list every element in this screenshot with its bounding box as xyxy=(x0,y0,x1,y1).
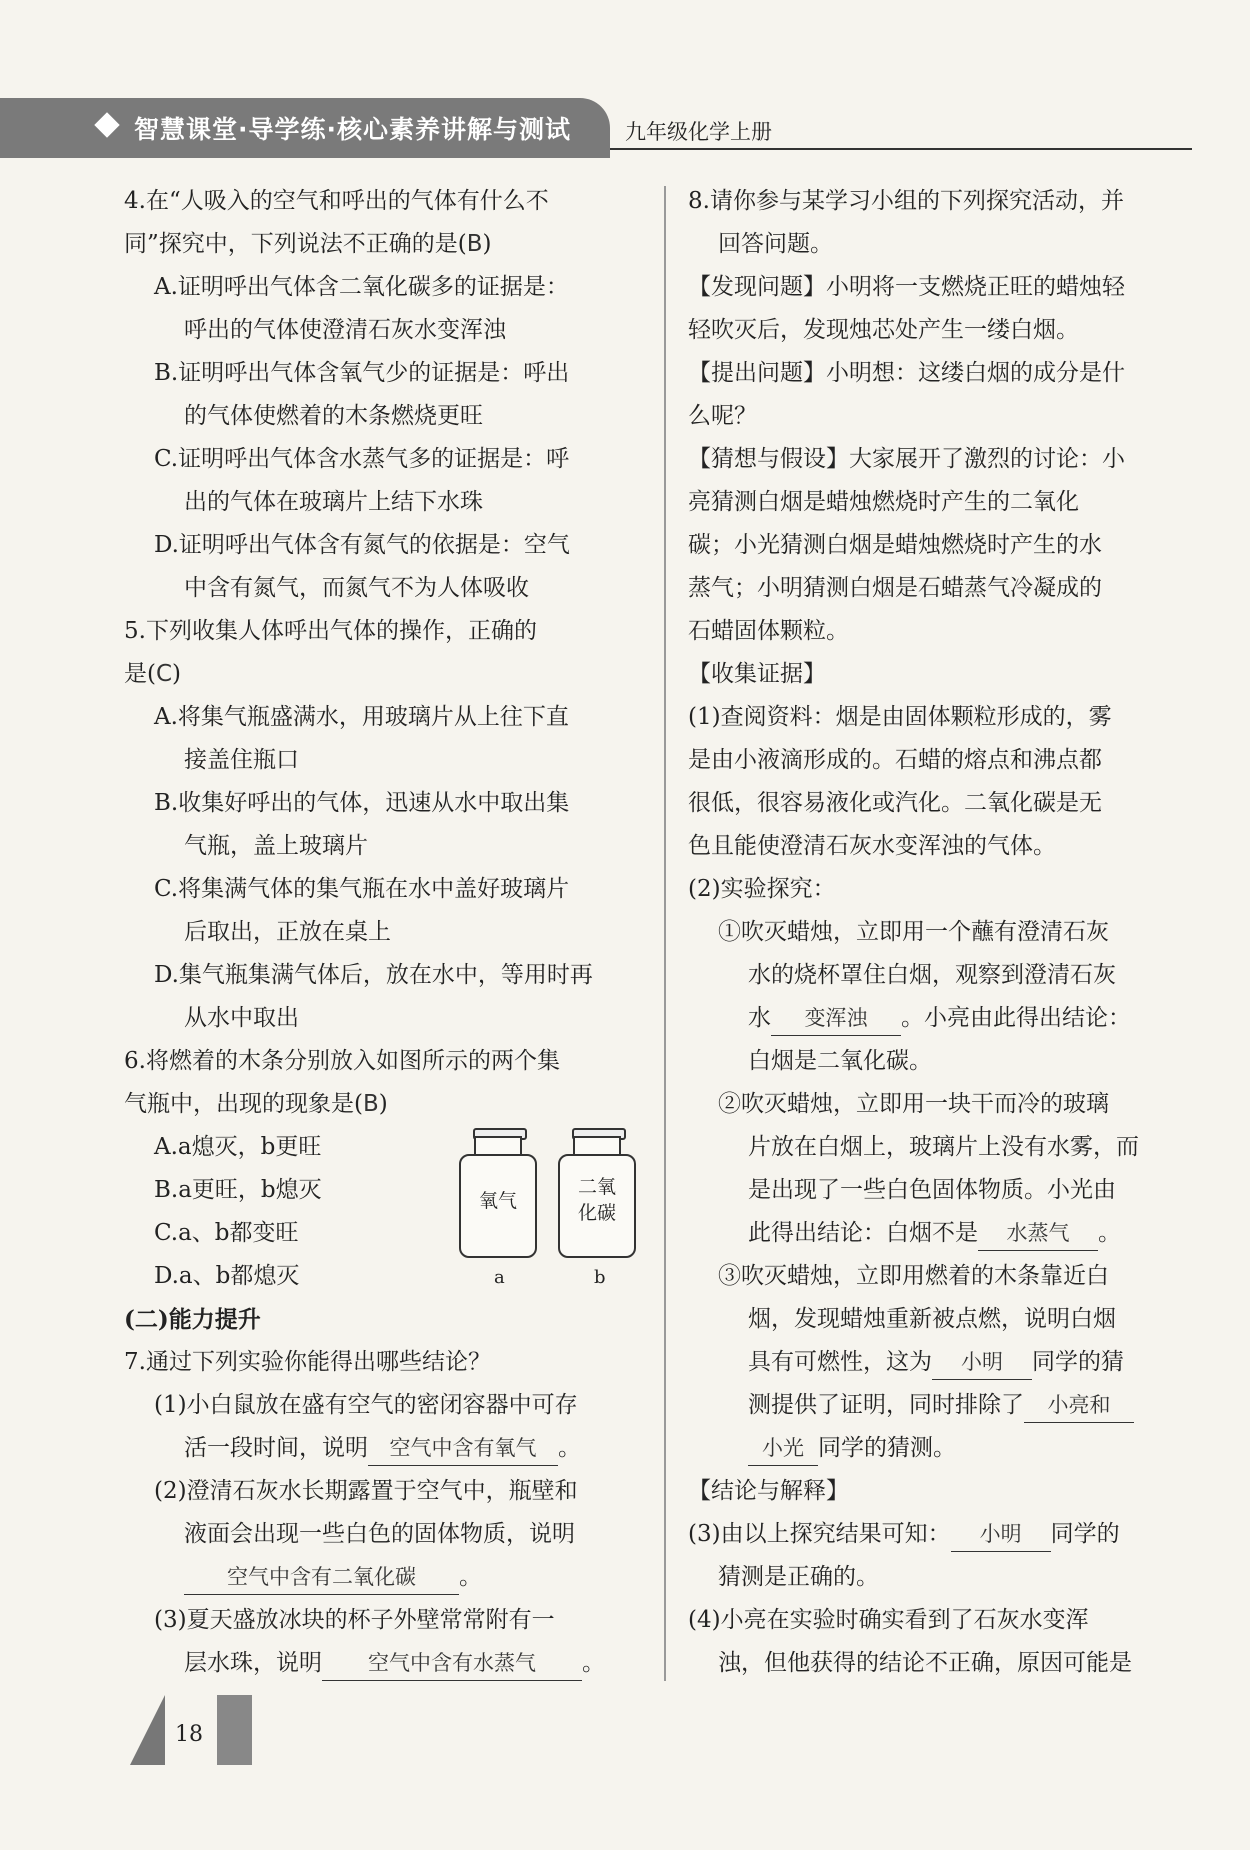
section-heading: (二)能力提升 xyxy=(124,1306,261,1333)
q7-p2-answer-line: 空气中含有二氧化碳 。 xyxy=(124,1556,644,1599)
q6-stem: 6.将燃着的木条分别放入如图所示的两个集 xyxy=(124,1048,560,1074)
experiment-2: ②吹灭蜡烛，立即用一块干而冷的玻璃 xyxy=(718,1091,1109,1117)
evidence-1-cont-3: 色且能使澄清石灰水变浑浊的气体。 xyxy=(688,833,1056,859)
conclusion-3: (3)由以上探究结果可知： 小明 同学的 xyxy=(688,1513,1198,1556)
experiment-2-cont-3: 此得出结论：白烟不是 水蒸气 。 xyxy=(688,1212,1198,1255)
evidence-1: (1)查阅资料：烟是由固体颗粒形成的，雾 xyxy=(688,704,1112,730)
page-number: 18 xyxy=(175,1722,203,1747)
hypothesis: 【猜想与假设】大家展开了激烈的讨论：小 xyxy=(688,446,1125,472)
q6-stem-2: 气瓶中，出现的现象是(B) xyxy=(124,1091,388,1117)
experiment-1-cont-3: 白烟是二氧化碳。 xyxy=(748,1048,932,1074)
right-column xyxy=(688,180,1198,1685)
experiment-2-cont: 片放在白烟上，玻璃片上没有水雾，而 xyxy=(748,1134,1139,1160)
q5-answer: C xyxy=(155,661,173,687)
experiment-1-answer: 变浑浊 xyxy=(771,1001,901,1036)
experiment-3-cont: 烟，发现蜡烛重新被点燃，说明白烟 xyxy=(748,1306,1116,1332)
q6-option-d: D.a、b都熄灭 xyxy=(154,1263,300,1289)
conclusion-3-answer: 小明 xyxy=(951,1517,1051,1552)
experiment-3: ③吹灭蜡烛，立即用燃着的木条靠近白 xyxy=(718,1263,1109,1289)
q5-stem: 5.下列收集人体呼出气体的操作，正确的 xyxy=(124,618,537,644)
q5-option-c: C.将集满气体的集气瓶在水中盖好玻璃片 xyxy=(154,876,570,902)
q7-p1-cont: 活一段时间，说明 空气中含有氧气 。 xyxy=(124,1427,644,1470)
conclusion-3-cont: 猜测是正确的。 xyxy=(718,1564,879,1590)
q6-figure xyxy=(124,1126,644,1288)
q5-option-b-cont: 气瓶，盖上玻璃片 xyxy=(184,833,368,859)
hypothesis-4: 蒸气；小明猜测白烟是石蜡蒸气冷凝成的 xyxy=(688,575,1102,601)
header-rule xyxy=(610,148,1192,150)
q4-option-c: C.证明呼出气体含水蒸气多的证据是：呼 xyxy=(154,446,570,472)
experiment-2-cont-2: 是出现了一些白色固体物质。小光由 xyxy=(748,1177,1116,1203)
page-corner-triangle xyxy=(130,1695,165,1765)
grade-label: 九年级化学上册 xyxy=(625,120,772,144)
q5-option-b: B.收集好呼出的气体，迅速从水中取出集 xyxy=(154,790,570,816)
q7-stem: 7.通过下列实验你能得出哪些结论？ xyxy=(124,1349,491,1375)
q6-answer: B xyxy=(362,1091,379,1117)
evidence-1-cont-2: 很低，很容易液化或汽化。二氧化碳是无 xyxy=(688,790,1102,816)
hypothesis-5: 石蜡固体颗粒。 xyxy=(688,618,849,644)
collect-evidence-heading: 【收集证据】 xyxy=(688,661,826,687)
conclusion-4-cont: 浊，但他获得的结论不正确，原因可能是 xyxy=(718,1650,1132,1676)
bottle-b-text-1: 二氧 xyxy=(577,1176,616,1198)
hypothesis-2: 亮猜测白烟是蜡烛燃烧时产生的二氧化 xyxy=(688,489,1079,515)
q8-stem-2: 回答问题。 xyxy=(718,231,833,257)
q8-stem: 8.请你参与某学习小组的下列探究活动，并 xyxy=(688,188,1124,214)
q4-option-d-cont: 中含有氮气，而氮气不为人体吸收 xyxy=(184,575,529,601)
experiment-3-cont-3: 测提供了证明，同时排除了 小亮和 xyxy=(688,1384,1198,1427)
q7-p3-answer: 空气中含有水蒸气 xyxy=(322,1646,582,1681)
q6-option-a: A.a熄灭，b更旺 xyxy=(154,1134,322,1160)
column-divider xyxy=(664,186,666,1681)
q4-stem: 4.在“人吸入的空气和呼出的气体有什么不 xyxy=(124,188,549,214)
experiment-3-answer-1: 小明 xyxy=(932,1345,1032,1380)
experiment-1-cont: 水的烧杯罩住白烟，观察到澄清石灰 xyxy=(748,962,1116,988)
evidence-1-cont: 是由小液滴形成的。石蜡的熔点和沸点都 xyxy=(688,747,1102,773)
evidence-2: (2)实验探究： xyxy=(688,876,836,902)
q4-option-d: D.证明呼出气体含有氮气的依据是：空气 xyxy=(154,532,570,558)
q5-option-d-cont: 从水中取出 xyxy=(184,1005,299,1031)
bottle-a-neck xyxy=(474,1136,522,1156)
q7-p2-cont: 液面会出现一些白色的固体物质，说明 xyxy=(184,1521,575,1547)
q5-option-a: A.将集气瓶盛满水，用玻璃片从上往下直 xyxy=(154,704,569,730)
q7-p1-answer: 空气中含有氧气 xyxy=(368,1431,558,1466)
conclusion-heading: 【结论与解释】 xyxy=(688,1478,849,1504)
bottle-b-label: b xyxy=(594,1267,606,1288)
bottle-b-neck xyxy=(573,1136,621,1156)
q7-p2: (2)澄清石灰水长期露置于空气中，瓶壁和 xyxy=(154,1478,578,1504)
q4-option-b-cont: 的气体使燃着的木条燃烧更旺 xyxy=(184,403,483,429)
experiment-3-cont-2: 具有可燃性，这为 小明 同学的猜 xyxy=(688,1341,1198,1384)
q7-p3: (3)夏天盛放冰块的杯子外壁常常附有一 xyxy=(154,1607,555,1633)
bottle-a-label: a xyxy=(494,1267,505,1288)
bottle-b-text-2: 化碳 xyxy=(577,1202,616,1224)
q5-option-c-cont: 后取出，正放在桌上 xyxy=(184,919,391,945)
experiment-3-answer-3: 小光 xyxy=(748,1431,818,1466)
q6-option-c: C.a、b都变旺 xyxy=(154,1220,299,1246)
q4-answer: B xyxy=(466,231,483,257)
q4-option-c-cont: 出的气体在玻璃片上结下水珠 xyxy=(184,489,483,515)
q7-p1: (1)小白鼠放在盛有空气的密闭容器中可存 xyxy=(154,1392,578,1418)
q4-option-a-cont: 呼出的气体使澄清石灰水变浑浊 xyxy=(184,317,506,343)
conclusion-4: (4)小亮在实验时确实看到了石灰水变浑 xyxy=(688,1607,1089,1633)
q6-options xyxy=(154,1126,322,1255)
discover-problem-2: 轻吹灭后，发现烛芯处产生一缕白烟。 xyxy=(688,317,1079,343)
experiment-3-cont-4: 小光 同学的猜测。 xyxy=(688,1427,1198,1470)
raise-question-2: 么呢？ xyxy=(688,403,757,429)
q7-p2-answer: 空气中含有二氧化碳 xyxy=(184,1560,459,1595)
q4-stem-2: 同”探究中，下列说法不正确的是(B) xyxy=(124,231,492,257)
q5-option-d: D.集气瓶集满气体后，放在水中，等用时再 xyxy=(154,962,593,988)
discover-problem: 【发现问题】小明将一支燃烧正旺的蜡烛轻 xyxy=(688,274,1125,300)
experiment-1: ①吹灭蜡烛，立即用一个蘸有澄清石灰 xyxy=(718,919,1109,945)
q4-option-b: B.证明呼出气体含氧气少的证据是：呼出 xyxy=(154,360,570,386)
q6-option-b: B.a更旺，b熄灭 xyxy=(154,1177,322,1203)
bottle-a-text: 氧气 xyxy=(478,1190,517,1212)
book-title: 智慧课堂·导学练·核心素养讲解与测试 xyxy=(134,115,571,144)
q5-option-a-cont: 接盖住瓶口 xyxy=(184,747,299,773)
q5-stem-2: 是(C) xyxy=(124,661,182,687)
left-column xyxy=(124,180,644,1685)
q7-p3-cont: 层水珠，说明 空气中含有水蒸气 。 xyxy=(124,1642,644,1685)
experiment-3-answer-2: 小亮和 xyxy=(1024,1388,1134,1423)
experiment-2-answer: 水蒸气 xyxy=(978,1216,1098,1251)
hypothesis-3: 碳；小光猜测白烟是蜡烛燃烧时产生的水 xyxy=(688,532,1102,558)
page-corner-block xyxy=(217,1695,252,1765)
raise-question: 【提出问题】小明想：这缕白烟的成分是什 xyxy=(688,360,1125,386)
experiment-1-cont-2: 水 变浑浊 。小亮由此得出结论： xyxy=(688,997,1198,1040)
q4-option-a: A.证明呼出气体含二氧化碳多的证据是： xyxy=(154,274,569,300)
